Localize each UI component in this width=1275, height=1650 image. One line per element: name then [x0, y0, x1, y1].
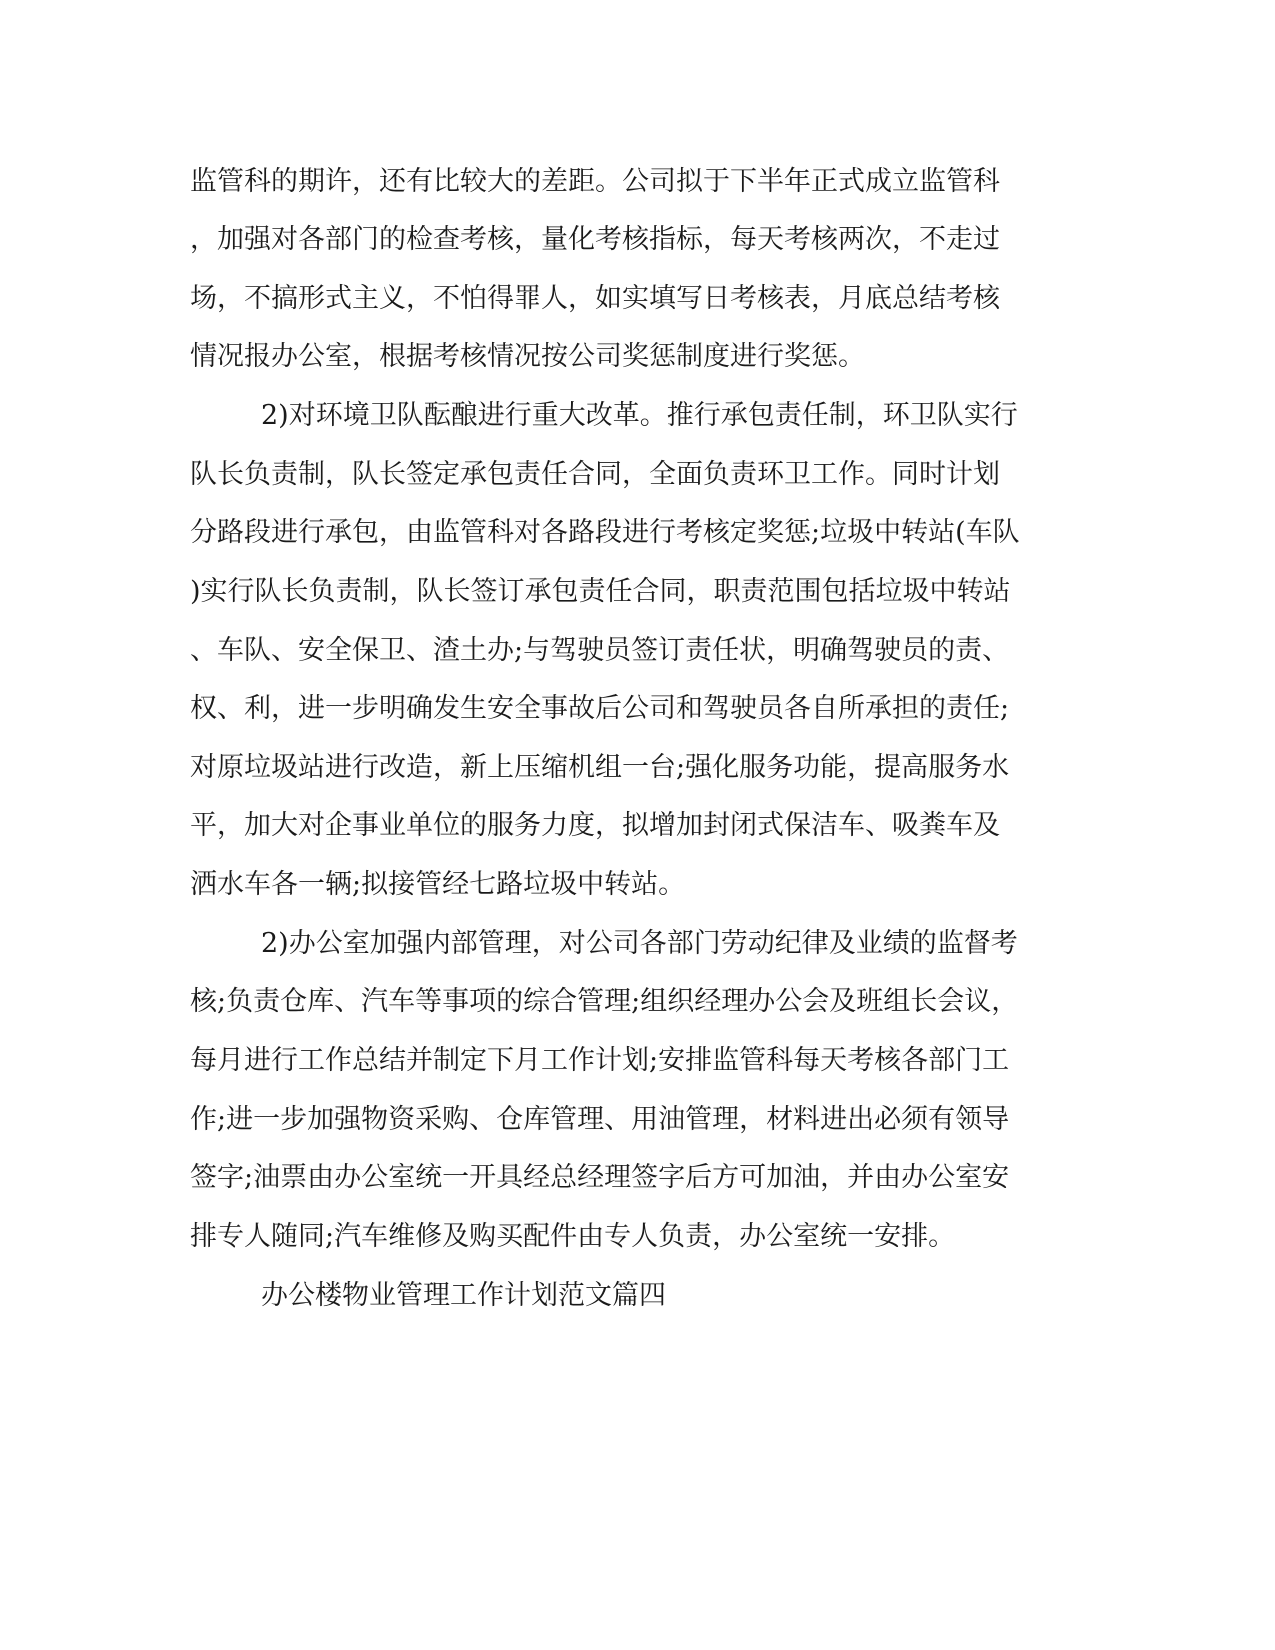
text-line: 作;进一步加强物资采购、仓库管理、用油管理，材料进出必须有领导: [190, 1104, 1010, 1135]
text-line: 签字;油票由办公室统一开具经总经理签字后方可加油，并由办公室安: [190, 1162, 1010, 1193]
text-line: 对原垃圾站进行改造，新上压缩机组一台;强化服务功能，提高服务水: [190, 752, 1010, 783]
text-line: 平，加大对企事业单位的服务力度，拟增加封闭式保洁车、吸粪车及: [190, 810, 1000, 841]
text-line: 分路段进行承包，由监管科对各路段进行考核定奖惩;垃圾中转站(车队: [190, 517, 1020, 548]
text-line: 、车队、安全保卫、渣土办;与驾驶员签订责任状，明确驾驶员的责、: [190, 635, 1010, 666]
text-line: 每月进行工作总结并制定下月工作计划;安排监管科每天考核各部门工: [190, 1045, 1010, 1076]
text-line: 场，不搞形式主义，不怕得罪人，如实填写日考核表，月底总结考核: [190, 283, 1000, 314]
paragraph-first-line: 2)对环境卫队酝酿进行重大改革。推行承包责任制，环卫队实行: [261, 400, 1018, 431]
text-line: 排专人随同;汽车维修及购买配件由专人负责，办公室统一安排。: [190, 1221, 956, 1252]
section-heading: 办公楼物业管理工作计划范文篇四: [261, 1280, 666, 1311]
paragraph-first-line: 2)办公室加强内部管理，对公司各部门劳动纪律及业绩的监督考: [261, 928, 1018, 959]
text-line: 核;负责仓库、汽车等事项的综合管理;组织经理办公会及班组长会议，: [190, 986, 1019, 1017]
text-line: 情况报办公室，根据考核情况按公司奖惩制度进行奖惩。: [190, 341, 865, 372]
text-line: 监管科的期许，还有比较大的差距。公司拟于下半年正式成立监管科: [190, 166, 1000, 197]
text-line: ，加强对各部门的检查考核，量化考核指标，每天考核两次，不走过: [190, 224, 1000, 255]
text-line: )实行队长负责制，队长签订承包责任合同，职责范围包括垃圾中转站: [190, 576, 1011, 607]
text-line: 洒水车各一辆;拟接管经七路垃圾中转站。: [190, 869, 686, 900]
text-line: 队长负责制，队长签定承包责任合同，全面负责环卫工作。同时计划: [190, 459, 1000, 490]
text-line: 权、利，进一步明确发生安全事故后公司和驾驶员各自所承担的责任;: [190, 693, 1010, 724]
